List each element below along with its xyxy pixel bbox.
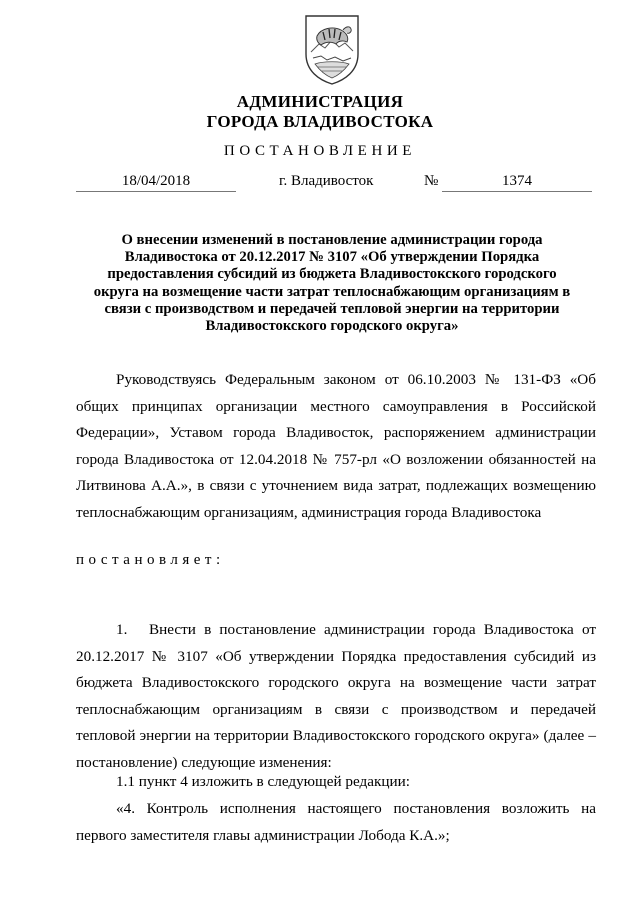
number-sign: № <box>424 173 439 189</box>
document-number: 1374 <box>442 172 592 192</box>
document-subject: О внесении изменений в постановление администрации города Владивостока от 20.12.2017 № 3107 «Об утверждении Порядка предоставления субсидий из бюджета Владивостокского городского округа на возмещение части затрат теплоснабжающим организациям в связи с производством и передачей тепловой энергии на территории Владивостокского городского округа» <box>93 232 571 335</box>
item-1-1-paragraph: 1.1 пункт 4 изложить в следующей редакции: <box>116 773 410 790</box>
document-city: г. Владивосток <box>279 173 374 189</box>
item-1-number: 1. <box>116 621 128 638</box>
item-1-paragraph <box>76 617 596 776</box>
org-name-line1: АДМИНИСТРАЦИЯ <box>236 92 404 111</box>
item-1-text: Внести в постановление администрации города Владивостока от 20.12.2017 № 3107 «Об утверждении Порядка предоставления субсидий из бюджета Владивостокского городского округа на возмещение части затрат теплоснабжающим организациям в связи с производством и передачей тепловой энергии на территории Владивостокского городского округа» (далее – постановление) следующие изменения: <box>76 621 596 771</box>
preamble-paragraph: Руководствуясь Федеральным законом от 06.10.2003 № 131-ФЗ «Об общих принципах организации местного самоуправления в Российской Федерации», Уставом города Владивосток, распоряжением администрации города Владивостока от 12.04.2018 № 757-рл «О возложении обязанностей на Литвинова А.А.», в связи с уточнением вида затрат, подлежащих возмещению теплоснабжающим организациям, администрация города Владивостока <box>76 371 596 521</box>
coat-of-arms-icon <box>303 14 361 86</box>
decree-word: постановляет: <box>76 552 225 568</box>
item-1-1-quote-paragraph: «4. Контроль исполнения настоящего постановления возложить на первого заместителя главы администрации Лобода К.А.»; <box>76 800 596 844</box>
org-name-line2: ГОРОДА ВЛАДИВОСТОКА <box>206 112 434 131</box>
document-type: ПОСТАНОВЛЕНИЕ <box>223 143 417 159</box>
document-date: 18/04/2018 <box>76 172 236 192</box>
